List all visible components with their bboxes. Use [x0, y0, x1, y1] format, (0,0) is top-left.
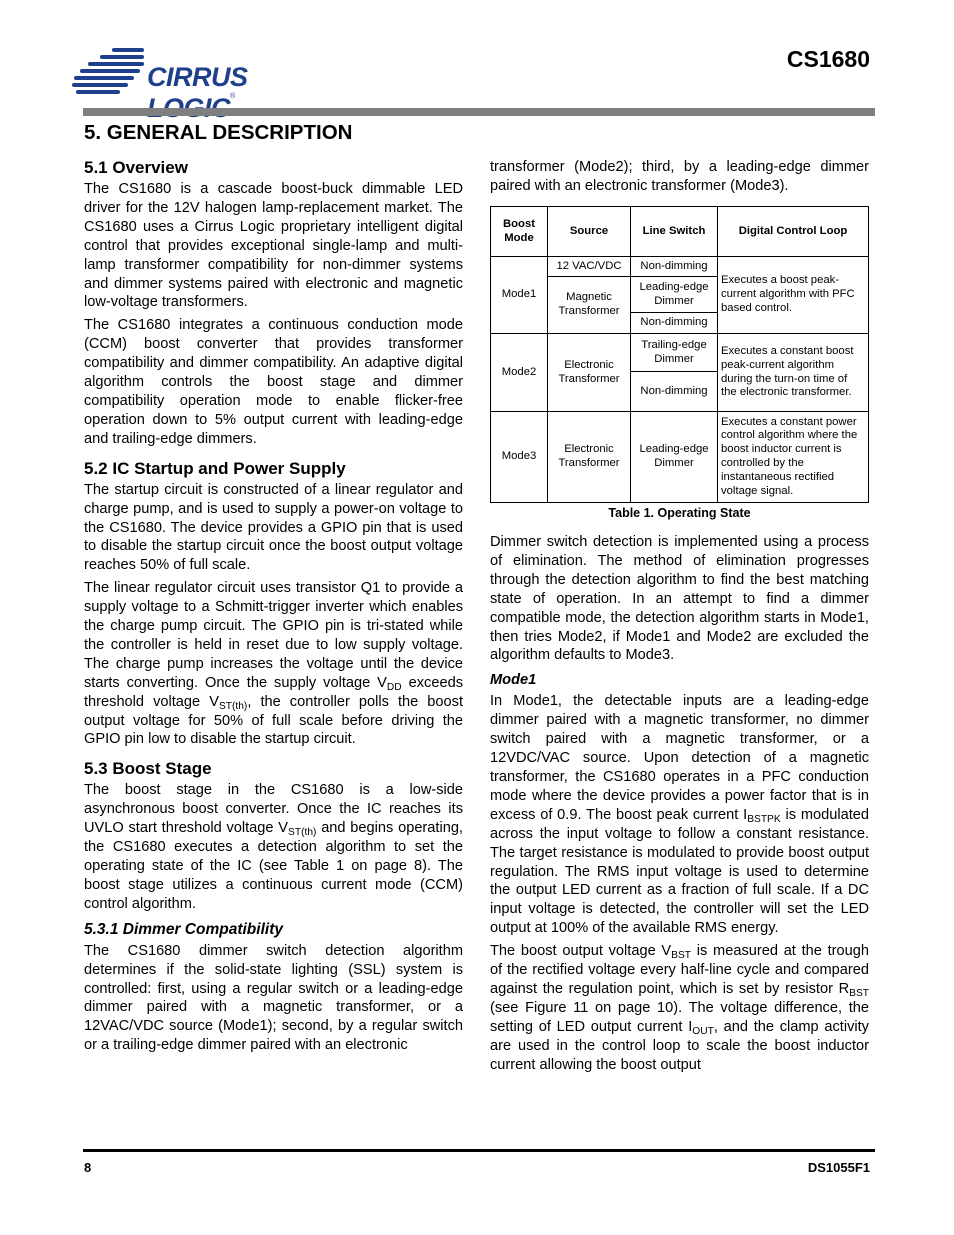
document-id: DS1055F1: [807, 1160, 870, 1175]
table-cell: Electronic Transformer: [548, 412, 631, 503]
boost-p1: The boost stage in the CS1680 is a low-side asynchronous boost converter. Once the IC reaches its UVLO start threshold voltage $V_{ST(th)}$ and begins operating, the CS1680 executes a detection algorithm to set the operating state of the IC (see Table 1 on page 8). The boost stage utilizes a continuous current mode (CCM) control algorithm.: [84, 782, 463, 912]
table-cell: Trailing-edge Dimmer: [631, 334, 718, 372]
heading-startup: 5.2 IC Startup and Power Supply: [84, 458, 346, 478]
table-caption: Table 1. Operating State: [608, 506, 751, 520]
footer-rule: [83, 1149, 875, 1152]
table-cell: Executes a constant power control algorithm where the boost inductor current is controlled by the instantaneous rectified voltage signal.: [718, 412, 869, 503]
page-number: 8: [84, 1160, 92, 1175]
col-header: Line Switch: [631, 207, 718, 257]
table-cell: Non-dimming: [631, 372, 718, 412]
heading-mode1: Mode1: [490, 672, 537, 689]
operating-state-table-wrap: [490, 206, 869, 520]
continuation-text: [490, 158, 869, 196]
startup-p2: The linear regulator circuit uses transistor Q1 to provide a supply voltage to a Schmitt-trigger inverter which enables the charge pump circuit. The GPIO pin is tri-stated while the controller is held in reset due to low supply voltage. The charge pump increases the voltage until the device starts converting. Once the supply voltage $V_{DD}$ exceeds threshold voltage $V_{ST(th)}$, the controller polls the boost output voltage for 50% of full scale before driving the GPIO pin low to disable the startup circuit.: [84, 580, 463, 748]
logo-swoosh-icon: [72, 44, 148, 96]
dimmer-p1-continued: transformer (Mode2); third, by a leading-edge dimmer paired with an electronic transformer (Mode3).: [490, 159, 869, 194]
table-cell: 12 VAC/VDC: [548, 257, 631, 277]
col-header: Boost Mode: [491, 207, 548, 257]
detection-p1: Dimmer switch detection is implemented using a process of elimination. The method of elimination progresses through the detection algorithm to find the best matching state of operation. In an attempt to find a dimmer compatible mode, the detection algorithm starts in Mode1, then tries Mode2, if Mode1 and Mode2 are excluded the algorithm defaults to Mode3.: [490, 534, 869, 664]
mode3-cell: Mode3: [491, 412, 548, 503]
dimmer-p1: The CS1680 dimmer switch detection algorithm determines if the solid-state lighting (SSL) system is controlled: first, using a regular switch or a leading-edge dimmer paired with a magnetic transformer, or a 12VAC/VDC source (Mode1); second, by a regular switch or a trailing-edge dimmer paired with an electronic: [84, 942, 463, 1054]
table-cell: Leading-edge Dimmer: [631, 412, 718, 503]
mode2-cell: Mode2: [491, 334, 548, 412]
heading-overview: 5.1 Overview: [84, 158, 188, 177]
overview-p2: The CS1680 integrates a continuous conduction mode (CCM) boost converter that provides transformer compatibility and dimmer compatibility. An adaptive digital algorithm controls the boost stage and dimmer compatibility operation mode to enable flicker-free operation down to 5% output current with leading-edge and trailing-edge dimmers.: [84, 317, 463, 447]
table-cell: Executes a boost peak-current algorithm with PFC based control.: [718, 257, 869, 334]
operating-state-table: [490, 206, 869, 503]
logo-wordmark: CIRRUS ®: [147, 62, 248, 100]
mode1-p: In Mode1, the detectable inputs are a leading-edge dimmer paired with a magnetic transformer, no dimmer switch paired with a magnetic transformer, or a 12VDC/VAC source. Upon detection of a magnetic transformer, the CS1680 operates in a PFC conduction mode where the device provides a power factor that is in excess of 0.9. The boost peak current $I_{BSTPK}$ is modulated across the input voltage to follow a constant resistance. The target resistance is modulated to provide boost output regulation. The RMS input voltage is used to determine the output LED current as a fraction of full scale. If a DC input voltage is detected, the controller will set the LED output at 100% of the available RMS energy.: [490, 693, 869, 937]
col-header: Digital Control Loop: [718, 207, 869, 257]
table-cell: Non-dimming: [631, 257, 718, 277]
table-cell: Executes a constant boost peak-current algorithm during the turn-on time of the electronic transformer.: [718, 334, 869, 412]
table-cell: Magnetic Transformer: [548, 277, 631, 334]
heading-dimmer-compat: 5.3.1 Dimmer Compatibility: [84, 920, 283, 938]
header-rule: [83, 108, 875, 116]
table-cell: Electronic Transformer: [548, 334, 631, 412]
cirrus-logic-logo: [72, 44, 332, 100]
mode1-cell: Mode1: [491, 257, 548, 334]
table-cell: Leading-edge Dimmer: [631, 277, 718, 313]
left-column: [84, 158, 463, 1059]
col-header: Source: [548, 207, 631, 257]
section-title: 5. GENERAL DESCRIPTION: [84, 121, 353, 144]
heading-boost-stage: 5.3 Boost Stage: [84, 759, 212, 779]
right-column: [490, 533, 869, 1078]
boost-voltage-p: The boost output voltage $V_{BST}$ is measured at the trough of the rectified voltage every half-line cycle and compared against the regulation point, which is set by resistor $R_{BST}$ (see Figure 11 on page 10). The voltage difference, the setting of LED output current $I_{OUT}$, and the clamp activity are used in the control loop to scale the boost inductor current allowing the boost output: [490, 943, 870, 1073]
startup-p1: The startup circuit is constructed of a linear regulator and charge pump, and is used to supply a power-on voltage to the CS1680. The device provides a GPIO pin that is used to disable the startup circuit once the boost output voltage reaches 50% of full scale.: [84, 481, 463, 574]
part-number: CS1680: [786, 46, 870, 72]
overview-p1: The CS1680 is a cascade boost-buck dimmable LED driver for the 12V halogen lamp-replacement market. The CS1680 uses a Cirrus Logic proprietary intelligent digital control that provides exceptional single-lamp and multi-lamp transformer compatibility for non-dimmer systems and dimmer systems paired with electronic and magnetic low-voltage transformers.: [84, 181, 463, 311]
table-cell: Non-dimming: [631, 313, 718, 334]
